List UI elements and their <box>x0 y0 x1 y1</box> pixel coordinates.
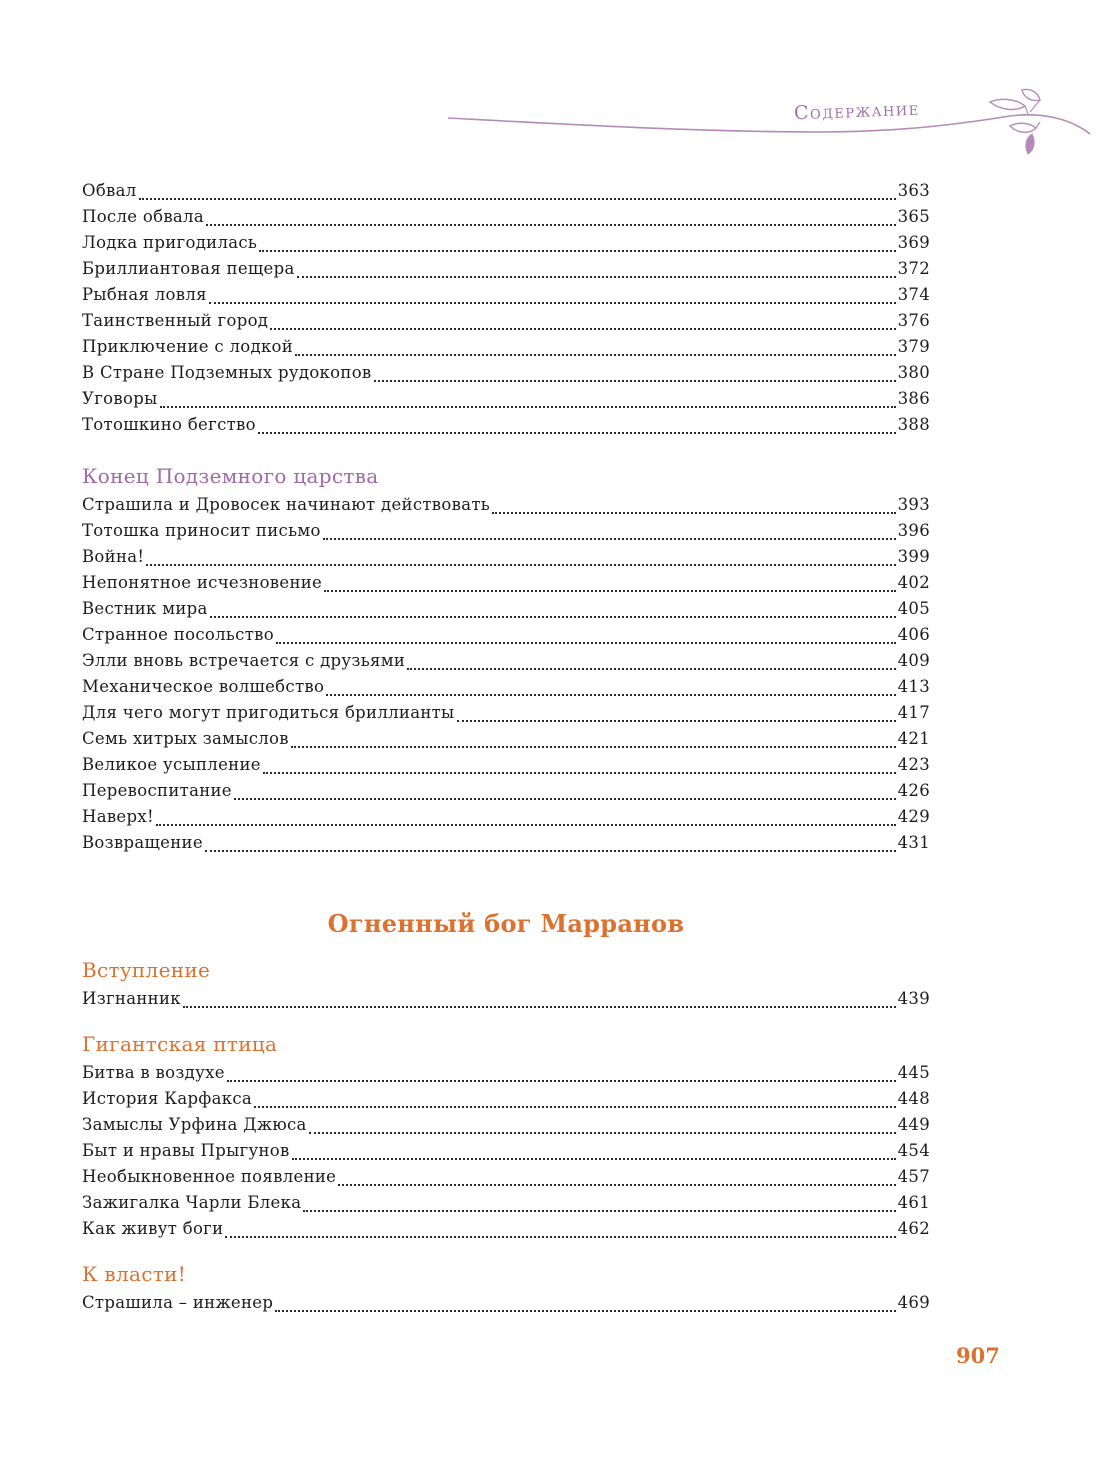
dot-leader <box>457 720 896 722</box>
toc-entry <box>82 674 930 700</box>
toc-entry <box>82 334 930 360</box>
toc-entry <box>82 1164 930 1190</box>
dot-leader <box>160 406 896 408</box>
dot-leader <box>263 772 896 774</box>
entry-title: Странное посольство <box>82 625 274 644</box>
dot-leader <box>291 746 896 748</box>
entry-title: Непонятное исчезновение <box>82 573 323 592</box>
entry-title: Тотошка приносит письмо <box>82 521 321 540</box>
dot-leader <box>297 276 896 278</box>
toc-entry <box>82 386 930 412</box>
entry-page: 396 <box>897 521 930 540</box>
entry-title: Рыбная ловля <box>82 285 207 304</box>
entry-title: Вестник мира <box>82 599 208 618</box>
dot-leader <box>234 798 896 800</box>
toc-entry <box>82 570 930 596</box>
entry-title: В Стране Подземных рудокопов <box>82 363 372 382</box>
entry-title: Быт и нравы Прыгунов <box>82 1141 290 1160</box>
entry-page: 409 <box>897 651 930 670</box>
entry-page: 462 <box>897 1219 930 1238</box>
entry-page: 431 <box>897 833 930 852</box>
dot-leader <box>323 538 896 540</box>
section-heading: К власти! <box>82 1262 187 1286</box>
toc-entry <box>82 1216 930 1242</box>
dot-leader <box>183 1006 896 1008</box>
entry-title: Механическое волшебство <box>82 677 325 696</box>
entry-title: Приключение с лодкой <box>82 337 294 356</box>
toc-entry <box>82 518 930 544</box>
entry-page: 363 <box>897 181 930 200</box>
dot-leader <box>156 824 896 826</box>
toc-entry <box>82 544 930 570</box>
toc-group <box>82 1290 930 1316</box>
toc-entry <box>82 1112 930 1138</box>
entry-title: Таинственный город <box>82 311 269 330</box>
entry-title: Тотошкино бегство <box>82 415 256 434</box>
entry-page: 469 <box>897 1293 930 1312</box>
dot-leader <box>374 380 896 382</box>
toc-group <box>82 1060 930 1242</box>
entry-title: Обвал <box>82 181 137 200</box>
toc-group <box>82 178 930 438</box>
entry-title: Для чего могут пригодиться бриллианты <box>82 703 455 722</box>
toc-entry <box>82 778 930 804</box>
entry-page: 374 <box>897 285 930 304</box>
toc-group <box>82 986 930 1012</box>
dot-leader <box>407 668 895 670</box>
dot-leader <box>492 512 896 514</box>
entry-page: 380 <box>897 363 930 382</box>
toc-entry <box>82 1138 930 1164</box>
entry-page: 429 <box>897 807 930 826</box>
toc-entry <box>82 1190 930 1216</box>
entry-page: 365 <box>897 207 930 226</box>
toc-entry <box>82 282 930 308</box>
dot-leader <box>259 250 895 252</box>
dot-leader <box>146 564 895 566</box>
entry-page: 413 <box>897 677 930 696</box>
dot-leader <box>338 1184 895 1186</box>
dot-leader <box>210 616 896 618</box>
entry-title: Война! <box>82 547 145 566</box>
toc-entry <box>82 752 930 778</box>
dot-leader <box>303 1210 895 1212</box>
entry-title: Наверх! <box>82 807 154 826</box>
entry-page: 423 <box>897 755 930 774</box>
toc-entry <box>82 492 930 518</box>
entry-page: 372 <box>897 259 930 278</box>
toc-entry <box>82 622 930 648</box>
toc-entry <box>82 986 930 1012</box>
table-of-contents <box>82 178 930 1316</box>
entry-title: Как живут боги <box>82 1219 224 1238</box>
entry-page: 421 <box>897 729 930 748</box>
dot-leader <box>295 354 896 356</box>
toc-entry <box>82 204 930 230</box>
dot-leader <box>225 1236 895 1238</box>
entry-page: 388 <box>897 415 930 434</box>
dot-leader <box>254 1106 896 1108</box>
toc-entry <box>82 830 930 856</box>
entry-title: Зажигалка Чарли Блека <box>82 1193 302 1212</box>
entry-page: 448 <box>897 1089 930 1108</box>
dot-leader <box>292 1158 896 1160</box>
entry-title: Возвращение <box>82 833 203 852</box>
entry-title: Изгнанник <box>82 989 181 1008</box>
entry-page: 369 <box>897 233 930 252</box>
entry-page: 417 <box>897 703 930 722</box>
toc-entry <box>82 700 930 726</box>
entry-page: 376 <box>897 311 930 330</box>
toc-entry <box>82 360 930 386</box>
toc-group <box>82 492 930 856</box>
entry-page: 386 <box>897 389 930 408</box>
dot-leader <box>275 1310 895 1312</box>
toc-entry <box>82 1290 930 1316</box>
dot-leader <box>309 1132 896 1134</box>
entry-page: 379 <box>897 337 930 356</box>
entry-page: 461 <box>897 1193 930 1212</box>
dot-leader <box>206 224 896 226</box>
toc-entry <box>82 1060 930 1086</box>
book-title: Огненный бог Марранов <box>327 909 685 938</box>
entry-page: 405 <box>897 599 930 618</box>
header-title: Содержание <box>793 97 921 125</box>
entry-page: 439 <box>897 989 930 1008</box>
toc-entry <box>82 412 930 438</box>
toc-entry <box>82 178 930 204</box>
entry-title: Битва в воздухе <box>82 1063 225 1082</box>
entry-title: Бриллиантовая пещера <box>82 259 295 278</box>
toc-entry <box>82 596 930 622</box>
dot-leader <box>270 328 895 330</box>
dot-leader <box>258 432 896 434</box>
entry-page: 445 <box>897 1063 930 1082</box>
leafy-branch-icon <box>440 88 1100 168</box>
entry-title: Страшила и Дровосек начинают действовать <box>82 495 491 514</box>
dot-leader <box>139 198 896 200</box>
entry-title: Замыслы Урфина Джюса <box>82 1115 307 1134</box>
entry-page: 399 <box>897 547 930 566</box>
entry-title: Необыкновенное появление <box>82 1167 337 1186</box>
dot-leader <box>326 694 895 696</box>
entry-title: Семь хитрых замыслов <box>82 729 289 748</box>
entry-title: Великое усыпление <box>82 755 261 774</box>
toc-entry <box>82 726 930 752</box>
page-header <box>440 88 1100 168</box>
entry-page: 454 <box>897 1141 930 1160</box>
toc-entry <box>82 804 930 830</box>
dot-leader <box>227 1080 896 1082</box>
entry-title: Лодка пригодилась <box>82 233 258 252</box>
entry-title: Страшила – инженер <box>82 1293 274 1312</box>
dot-leader <box>205 850 896 852</box>
entry-page: 406 <box>897 625 930 644</box>
entry-page: 426 <box>897 781 930 800</box>
entry-page: 393 <box>897 495 930 514</box>
entry-title: После обвала <box>82 207 204 226</box>
entry-title: Элли вновь встречается с друзьями <box>82 651 406 670</box>
toc-entry <box>82 648 930 674</box>
section-heading: Вступление <box>82 958 211 982</box>
section-heading: Гигантская птица <box>82 1032 278 1056</box>
dot-leader <box>209 302 896 304</box>
page-number: 907 <box>956 1343 1000 1368</box>
toc-entry <box>82 230 930 256</box>
entry-page: 457 <box>897 1167 930 1186</box>
entry-title: Перевоспитание <box>82 781 232 800</box>
section-heading: Конец Подземного царства <box>82 464 379 488</box>
toc-entry <box>82 256 930 282</box>
dot-leader <box>276 642 896 644</box>
toc-entry <box>82 1086 930 1112</box>
entry-page: 449 <box>897 1115 930 1134</box>
dot-leader <box>324 590 895 592</box>
toc-entry <box>82 308 930 334</box>
entry-title: Уговоры <box>82 389 158 408</box>
entry-title: История Карфакса <box>82 1089 253 1108</box>
entry-page: 402 <box>897 573 930 592</box>
